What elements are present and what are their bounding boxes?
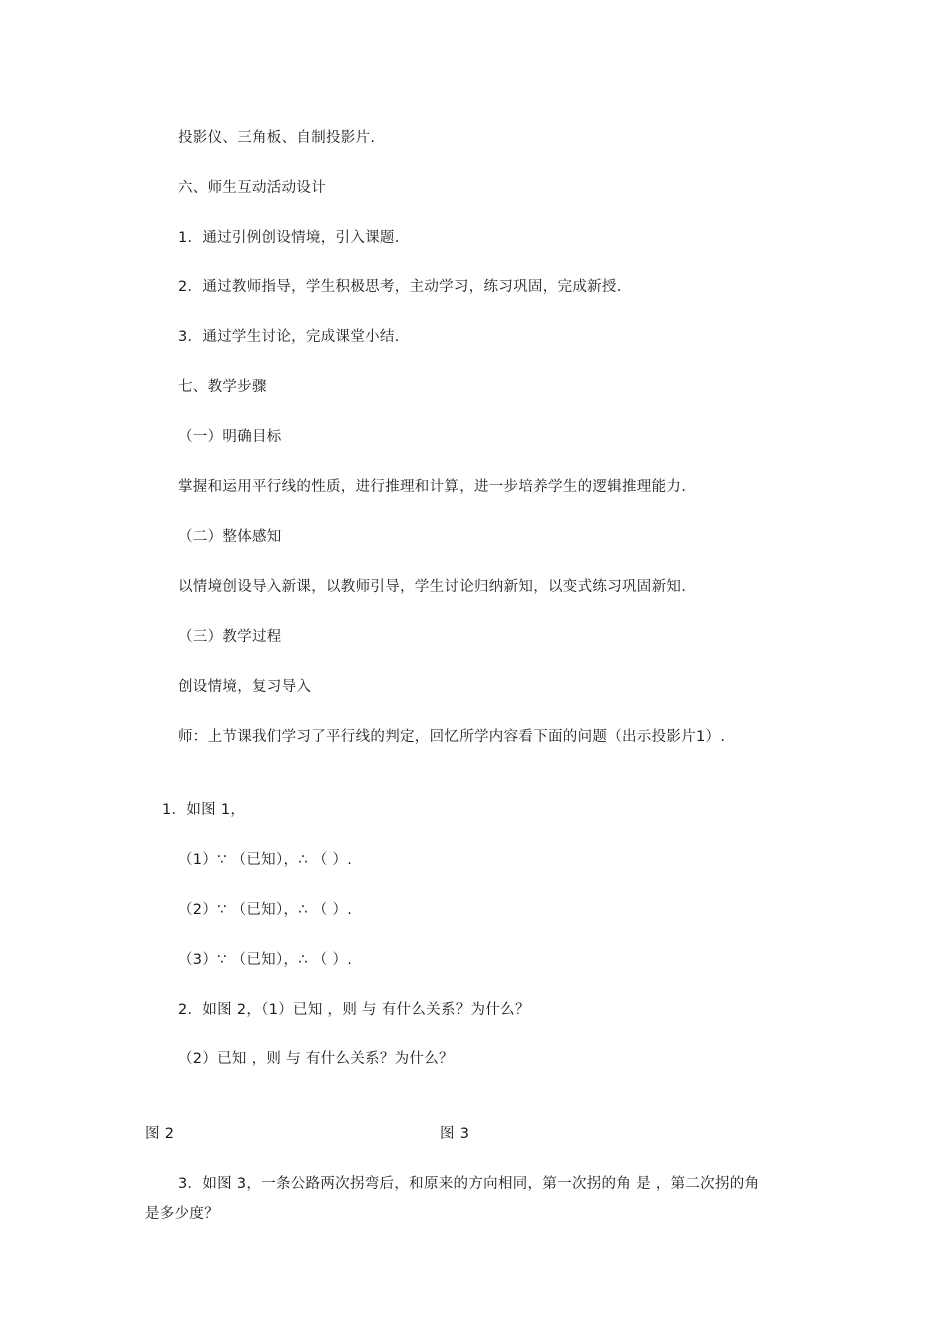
section-heading-7: 七、教学步骤 bbox=[178, 379, 267, 395]
subheading-process: （三）教学过程 bbox=[178, 629, 282, 645]
intro-text: 创设情境，复习导入 bbox=[178, 679, 312, 695]
question-2: 2．如图 2，（1）已知 ，则 与 有什么关系？为什么？ bbox=[178, 1002, 530, 1018]
subheading-goals: （一）明确目标 bbox=[178, 429, 282, 445]
figure-3-caption: 图 3 bbox=[440, 1126, 470, 1142]
interaction-item-1: 1．通过引例创设情境，引入课题. bbox=[178, 230, 400, 246]
subheading-perception: （二）整体感知 bbox=[178, 529, 282, 545]
figure-2-caption: 图 2 bbox=[145, 1126, 175, 1142]
interaction-item-3: 3．通过学生讨论，完成课堂小结. bbox=[178, 329, 400, 345]
question-1-part-3: （3）∵ （已知），∴ （ ）. bbox=[178, 952, 353, 968]
question-1-part-1: （1）∵ （已知），∴ （ ）. bbox=[178, 852, 353, 868]
perception-text: 以情境创设导入新课，以教师引导，学生讨论归纳新知，以变式练习巩固新知. bbox=[178, 579, 687, 595]
teacher-paragraph: 师：上节课我们学习了平行线的判定，回忆所学内容看下面的问题（出示投影片1）. bbox=[178, 729, 726, 745]
section-heading-6: 六、师生互动活动设计 bbox=[178, 180, 326, 196]
equipment-text: 投影仪、三角板、自制投影片. bbox=[178, 130, 376, 146]
question-2-part-2: （2）已知 ，则 与 有什么关系？为什么？ bbox=[178, 1051, 454, 1067]
question-1: 1．如图 1， bbox=[162, 802, 246, 818]
goal-text: 掌握和运用平行线的性质，进行推理和计算，进一步培养学生的逻辑推理能力. bbox=[178, 479, 687, 495]
question-1-part-2: （2）∵ （已知），∴ （ ）. bbox=[178, 902, 353, 918]
question-3: 3．如图 3，一条公路两次拐弯后，和原来的方向相同，第一次拐的角 是 ，第二次拐的角 是多少度？ bbox=[145, 1176, 760, 1222]
interaction-item-2: 2．通过教师指导，学生积极思考，主动学习，练习巩固，完成新授. bbox=[178, 279, 622, 295]
